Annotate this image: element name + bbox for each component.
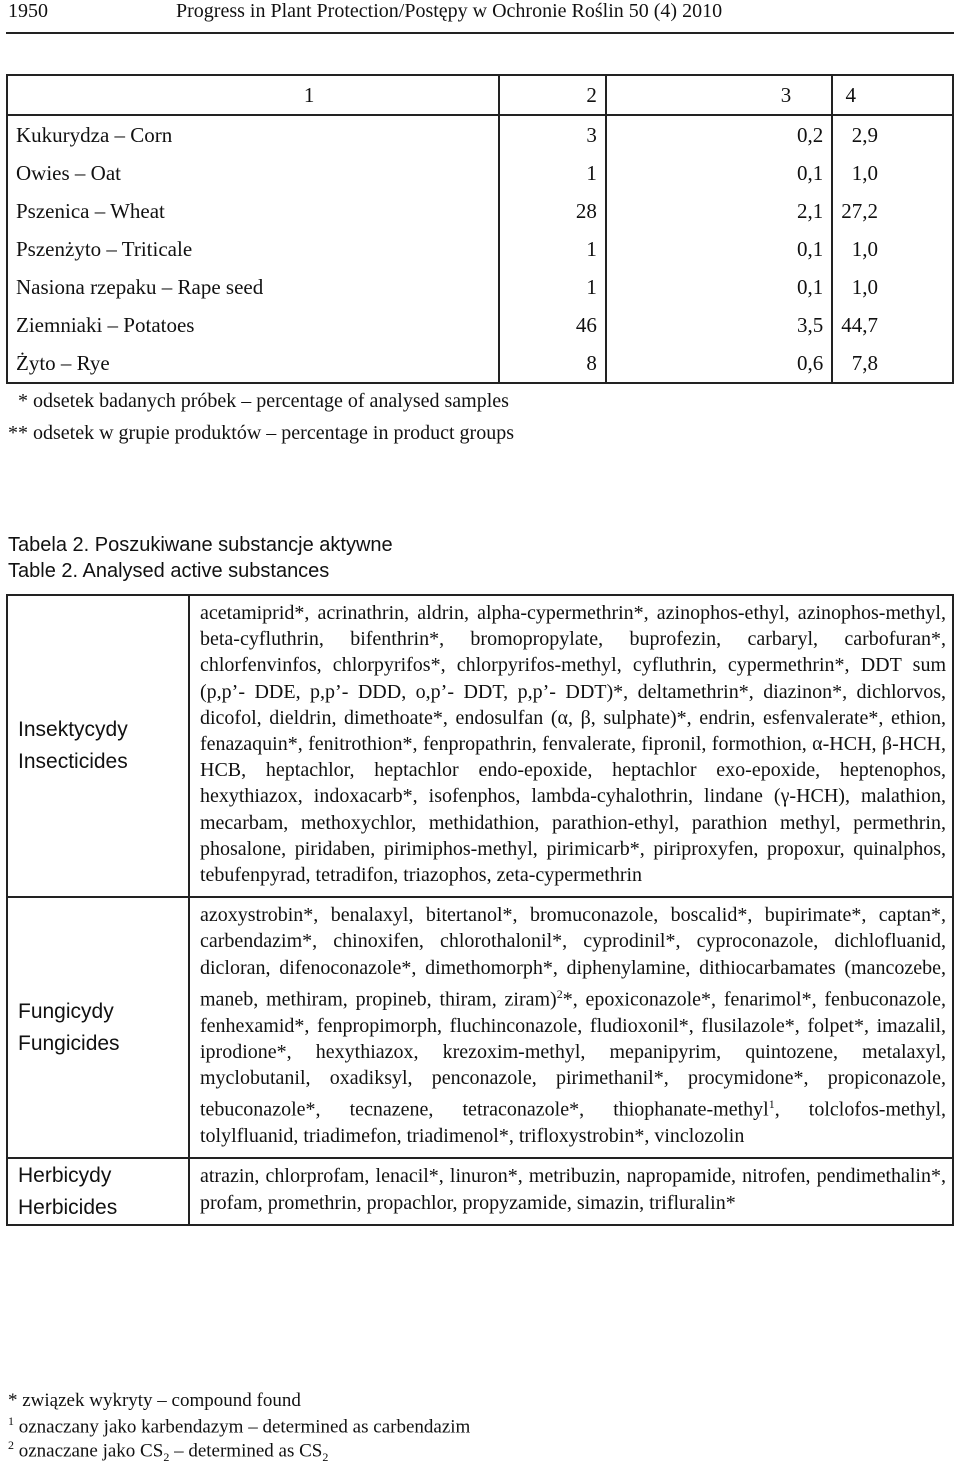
fungicides-text-part-3: , tolclofos-methyl, tolylfluanid, triadimefon, triadimenol*, trifloxystrobin*, vinclozolin [200, 1098, 946, 1148]
substance-list-fungicides [189, 897, 953, 1158]
value-cell: 7,8 [832, 344, 953, 383]
category-label-en: Fungicides [18, 1031, 120, 1055]
table2-caption-en: Table 2. Analysed active substances [8, 560, 330, 582]
table-row [7, 268, 953, 306]
value-cell: 0,2 [606, 115, 832, 154]
value-cell: 1 [499, 230, 606, 268]
footnote-compound-found: * związek wykryty – compound found [8, 1390, 301, 1411]
subscript: 2 [322, 1450, 329, 1465]
value-cell: 46 [499, 306, 606, 344]
table-row [7, 344, 953, 383]
category-cell-fungicides [7, 897, 189, 1158]
value-cell: 0,1 [606, 230, 832, 268]
substance-list-herbicides: atrazin, chlorprofam, lenacil*, linuron*, metribuzin, napropamide, nitrofen, pendimethalin*, profam, promethrin, propachlor, propyzamide, simazin, trifluralin* [189, 1158, 953, 1224]
substance-list-insecticides: acetamiprid*, acrinathrin, aldrin, alpha-cypermethrin*, azinophos-ethyl, azinophos-methyl, beta-cyfluthrin, bifenthrin*, bromopropylate, buprofezin, carbaryl, carbofuran*, chlorfenvinfos, chlorpyrifos*, chlorpyrifos-methyl, cyfluthrin, cypermethrin*, DDT sum (p,p’- DDE, p,p’- DDD, o,p’- DDT, p,p’- DDT)*, deltamethrin*, diazinon*, dichlorvos, dicofol, dieldrin, dimethoate*, endosulfan (α, β, sulphate)*, endrin, esfenvalerate*, ethion, fenazaquin*, fenitrothion*, fenpropathrin, fenvalerate, fipronil, formothion, α-HCH, β-HCH, HCB, heptachlor, heptachlor endo-epoxide, heptachlor exo-epoxide, heptenophos, hexythiazox, indoxacarb*, isofenphos, lambda-cyhalothrin, lindane (γ-HCH), malathion, mecarbam, methoxychlor, methidathion, parathion-ethyl, parathion methyl, permethrin, phosalone, piridaben, pirimiphos-methyl, pirimicarb*, piriproxyfen, propoxur, quinalphos, tebufenpyrad, tetradifon, triazophos, zeta-cypermethrin [189, 595, 953, 897]
table2-caption-pl: Tabela 2. Poszukiwane substancje aktywne [8, 534, 393, 556]
category-label-pl: Herbicydy [18, 1163, 112, 1187]
table-1 [6, 74, 954, 384]
fungicides-text-part-2: *, epoxiconazole*, fenarimol*, fenbuconazole, fenhexamid*, fenpropimorph, fluchinconazole, fludioxonil*, flusilazole*, folpet*, imazalil, iprodione*, hexythiazox, krezoxim-methyl, mepanipyrim, quintozene, metalaxyl, myclobutanil, oxadiksyl, penconazole, pirimethanil*, procymidone*, propiconazole, tebuconazole*, tecnazene, tetraconazole*, thiophanate-methyl [200, 988, 946, 1121]
table1-footnote-percentage-groups: ** odsetek w grupie produktów – percentage in product groups [8, 422, 514, 444]
footnote-text-part-2: – determined as CS [169, 1440, 323, 1462]
table-row-insecticides [7, 595, 953, 897]
table-row [7, 230, 953, 268]
value-cell: 3 [499, 115, 606, 154]
col-header-4: 4 [832, 75, 953, 115]
value-cell: 2,1 [606, 192, 832, 230]
category-label-en: Herbicides [18, 1195, 118, 1219]
subscript: 2 [163, 1450, 170, 1465]
product-cell: Żyto – Rye [7, 344, 499, 383]
value-cell: 28 [499, 192, 606, 230]
category-cell-insecticides [7, 595, 189, 897]
category-label-en: Insecticides [18, 750, 128, 774]
table-row [7, 192, 953, 230]
footnote-cs2 [8, 1438, 328, 1465]
table-row-herbicides [7, 1158, 953, 1224]
value-cell: 1,0 [832, 268, 953, 306]
fungicides-text-part-1: azoxystrobin*, benalaxyl, bitertanol*, bromuconazole, boscalid*, bupirimate*, captan*, carbendazim*, chinoxifen, chlorothalonil*, cyprodinil*, cyproconazole, dichlofluanid, dicloran, difenoconazole*, dimethomorph*, diphenylamine, dithiocarbamates (mancozebe, maneb, methiram, propineb, thiram, ziram) [200, 904, 946, 1011]
product-cell: Ziemniaki – Potatoes [7, 306, 499, 344]
table-row [7, 154, 953, 192]
table-header-row [7, 75, 953, 115]
category-cell-herbicides [7, 1158, 189, 1224]
footnote-text-part-1: oznaczane jako CS [14, 1440, 164, 1462]
category-label-pl: Fungicydy [18, 999, 114, 1023]
product-cell: Owies – Oat [7, 154, 499, 192]
col-header-2: 2 [499, 75, 606, 115]
footnote-mark-1: 1 [768, 1097, 775, 1112]
value-cell: 1 [499, 268, 606, 306]
value-cell: 44,7 [832, 306, 953, 344]
value-cell: 0,6 [606, 344, 832, 383]
category-label-pl: Insektycydy [18, 718, 128, 742]
footnote-mark: 2 [8, 1438, 14, 1452]
table-row [7, 115, 953, 154]
product-cell: Pszenica – Wheat [7, 192, 499, 230]
table-row-fungicides [7, 897, 953, 1158]
footnote-carbendazim [8, 1414, 470, 1438]
value-cell: 0,1 [606, 154, 832, 192]
value-cell: 8 [499, 344, 606, 383]
table1-footnote-percentage-samples: * odsetek badanych próbek – percentage of analysed samples [8, 390, 509, 412]
product-cell: Kukurydza – Corn [7, 115, 499, 154]
footnote-mark: 1 [8, 1414, 14, 1428]
col-header-3: 3 [606, 75, 832, 115]
page-number: 1950 [8, 0, 48, 22]
value-cell: 1 [499, 154, 606, 192]
value-cell: 1,0 [832, 154, 953, 192]
value-cell: 3,5 [606, 306, 832, 344]
footnote-mark-2: 2 [556, 986, 563, 1001]
value-cell: 2,9 [832, 115, 953, 154]
value-cell: 1,0 [832, 230, 953, 268]
product-cell: Nasiona rzepaku – Rape seed [7, 268, 499, 306]
page-header [6, 0, 954, 34]
footnote-text: oznaczany jako karbendazym – determined as carbendazim [14, 1416, 471, 1438]
product-cell: Pszenżyto – Triticale [7, 230, 499, 268]
table-2 [6, 594, 954, 1226]
value-cell: 27,2 [832, 192, 953, 230]
col-header-1: 1 [7, 75, 499, 115]
journal-title: Progress in Plant Protection/Postępy w Ochronie Roślin 50 (4) 2010 [176, 0, 723, 22]
value-cell: 0,1 [606, 268, 832, 306]
table-row [7, 306, 953, 344]
